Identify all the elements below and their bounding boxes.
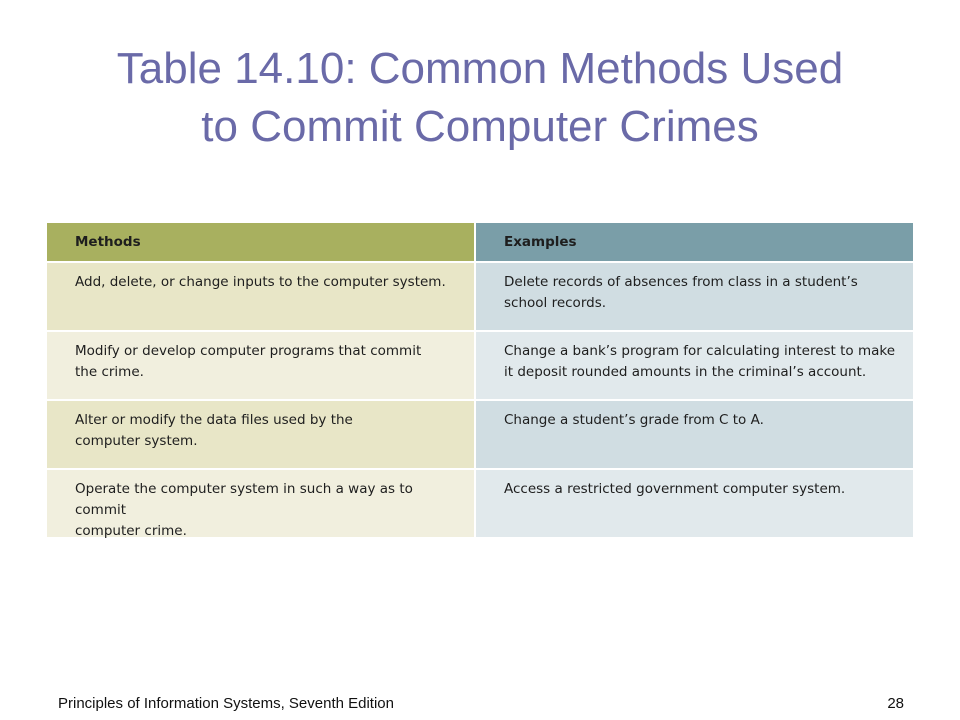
method-cell	[47, 470, 476, 537]
table-row	[47, 332, 913, 401]
table-row	[47, 401, 913, 470]
method-cell	[47, 332, 476, 399]
header-methods: Methods	[47, 223, 476, 261]
method-text: Operate the computer system in such a way as to commit	[75, 481, 413, 518]
example-text: Delete records of absences from class in a student’s	[504, 274, 858, 290]
method-cell	[47, 263, 476, 330]
header-examples: Examples	[476, 223, 913, 261]
example-text: it deposit rounded amounts in the criminal’s account.	[504, 364, 867, 380]
table-row	[47, 263, 913, 332]
footer-page-number: 28	[887, 695, 904, 712]
footer-book-title: Principles of Information Systems, Seventh Edition	[58, 695, 394, 712]
slide-title	[0, 40, 960, 156]
example-text: school records.	[504, 295, 607, 311]
method-text: Add, delete, or change inputs to the computer system.	[75, 274, 446, 290]
table-row	[47, 470, 913, 539]
example-cell	[476, 332, 913, 399]
method-text: Alter or modify the data files used by the	[75, 412, 353, 428]
example-text: Change a student’s grade from C to A.	[504, 412, 764, 428]
example-cell	[476, 470, 913, 537]
method-text: computer crime.	[75, 523, 187, 539]
example-cell	[476, 401, 913, 468]
example-text: Change a bank’s program for calculating interest to make	[504, 343, 896, 359]
example-cell	[476, 263, 913, 330]
table-header-row	[47, 223, 913, 263]
method-cell	[47, 401, 476, 468]
methods-table	[47, 223, 913, 539]
slide-title-line-1: Table 14.10: Common Methods Used	[116, 44, 844, 93]
example-text: Access a restricted government computer system.	[504, 481, 846, 497]
method-text: the crime.	[75, 364, 144, 380]
slide-title-line-2: to Commit Computer Crimes	[201, 102, 759, 151]
method-text: Modify or develop computer programs that commit	[75, 343, 422, 359]
method-text: computer system.	[75, 433, 198, 449]
